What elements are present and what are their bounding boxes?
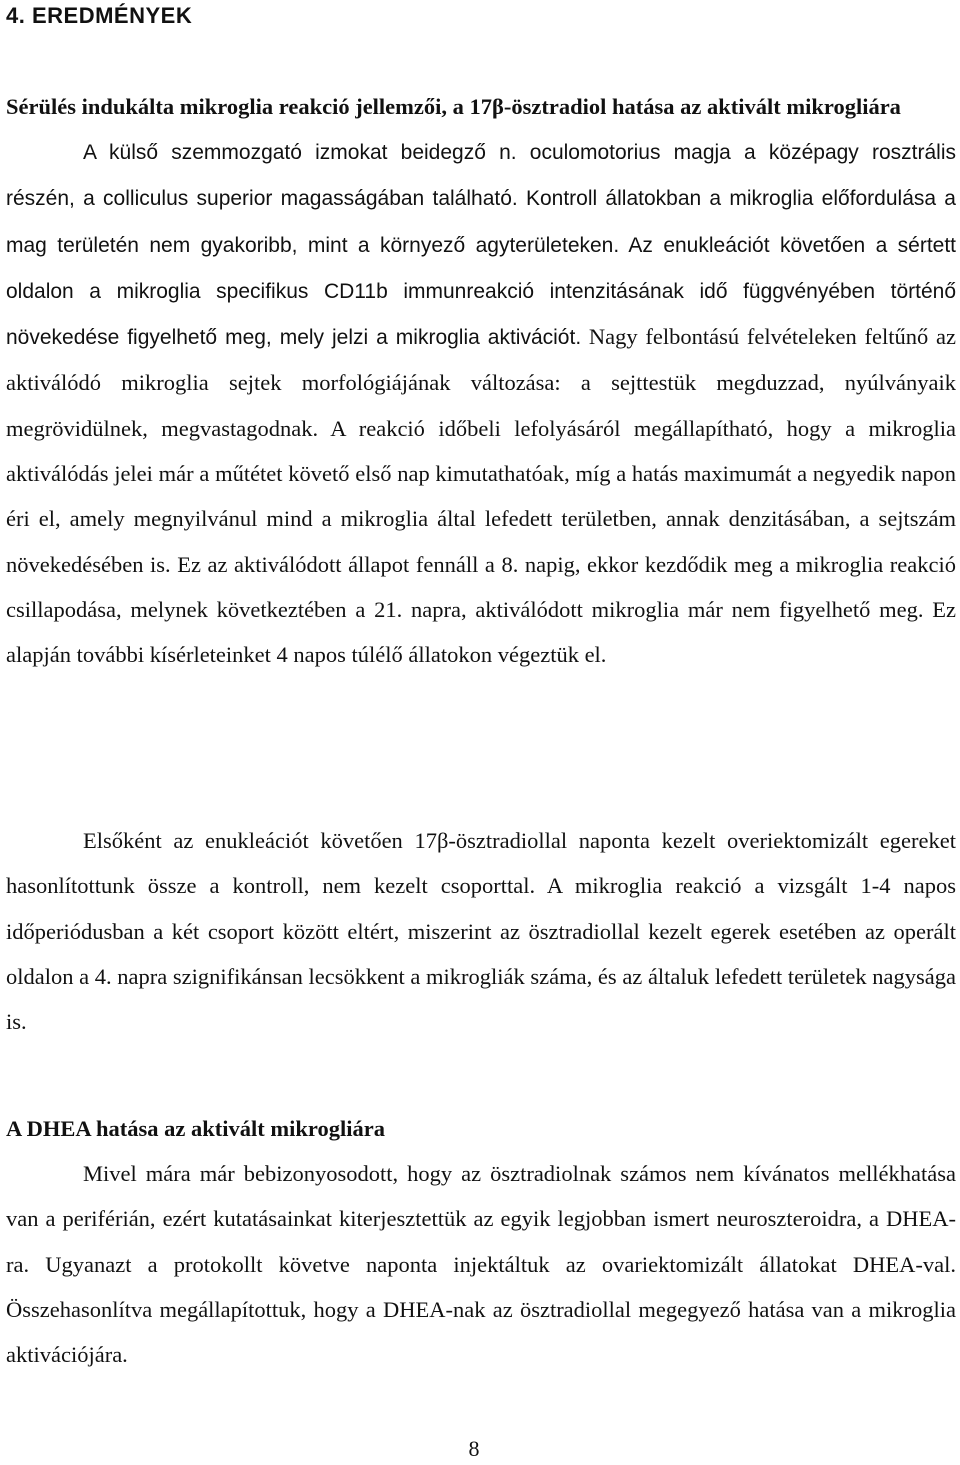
paragraph-dhea: Mivel mára már bebizonyosodott, hogy az ösztradiolnak számos nem kívánatos mellékhatása van a periférián, ezért kutatásainkat kiterjesztettük az egyik legjobban ismert neuroszteroidra, a DHEA-ra. Ugyanazt a protokollt követve naponta injektáltuk az ovariektomizált állatokat DHEA-val. Összehasonlítva megállapítottuk, hogy a DHEA-nak az ösztradiollal megegyező hatása van a mikroglia aktivációjára.: [6, 1161, 956, 1368]
section-microglia: [6, 84, 956, 678]
paragraph-estradiol: Elsőként az enukleációt követően 17β-ösztradiollal naponta kezelt overiektomizált egereket hasonlítottunk össze a kontroll, nem kezelt csoporttal. A mikroglia reakció a vizsgált 1-4 napos időperiódusban a két csoport között eltért, miszerint az ösztradiollal kezelt egerek esetében az operált oldalon a 4. napra szignifikánsan lecsökkent a mikrogliák száma, és az általuk lefedett területek nagysága is.: [6, 828, 956, 1035]
chapter-heading: 4. EREDMÉNYEK: [6, 3, 193, 28]
section-dhea: [6, 1106, 956, 1377]
section-title-dhea: A DHEA hatása az aktivált mikrogliára: [6, 1116, 385, 1141]
paragraph-text-sans: A külső szemmozgató izmokat beidegző n. oculomotorius magja a középagy rosztrális részén, a colliculus superior magasságában található. Kontroll állatokban a mikroglia előfordulása a mag területén nem gyakoribb, mint a környező agyterületeken. Az enukleációt követően a sértett oldalon a mikroglia specifikus CD11b immunreakció intenzitásának idő függvényében történő növekedése figyelhető meg, mely jelzi a mikroglia aktivációt.: [6, 141, 956, 350]
section-estradiol-comparison: [6, 818, 956, 1044]
page-number: 8: [468, 1436, 480, 1461]
paragraph-text-serif: Nagy felbontású felvételeken feltűnő az aktiválódó mikroglia sejtek morfológiájának változása: a sejttestük megduzzad, nyúlványaik megrövidülnek, megvastagodnak. A reakció időbeli lefolyásáról megállapítható, hogy a mikroglia aktiválódás jelei már a műtétet követő első nap kimutathatóak, míg a hatás maximumát a negyedik napon éri el, amely megnyilvánul mind a mikroglia által lefedett területben, annak denzitásában, a sejtszám növekedésében is. Ez az aktiválódott állapot fennáll a 8. napig, ekkor kezdődik meg a mikroglia reakció csillapodása, melynek következtében a 21. napra, aktiválódott mikroglia már nem figyelhető meg. Ez alapján további kísérleteinket 4 napos túlélő állatokon végeztük el.: [6, 324, 957, 668]
paragraph-microglia-reaction: [6, 129, 956, 678]
section-title-microglia: Sérülés indukálta mikroglia reakció jellemzői, a 17β-ösztradiol hatása az aktivált mikrogliára: [6, 94, 901, 119]
